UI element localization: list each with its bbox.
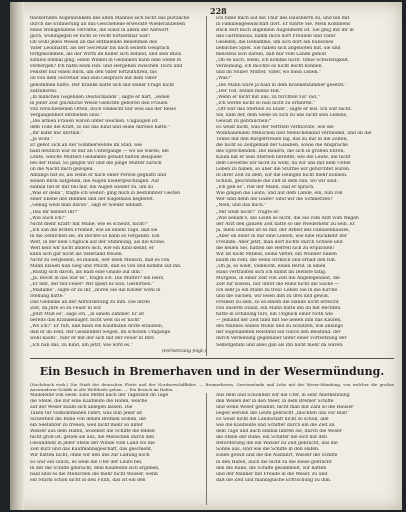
text-line: bereits das Krankenlager, nicht weit da er nicht“ (30, 318, 142, 324)
text-line: ob von dem Secretair und sein Gespräch mit dem Vater (30, 76, 157, 82)
text-line: „Ja, Recht in das war es“, fragte ich. Die Mutter? ein Herz, (30, 276, 165, 282)
text-line: in jener Zeit glückliche Weise Gedichte geboren den Frauen (30, 100, 168, 106)
column-divider-lower (206, 393, 207, 505)
text-line: Freiheit zu sein, so es einem die Hände nicht erreicht (216, 300, 339, 306)
text-line: „Genug weiß man davon“, sagt er wieder lebhaft. (30, 203, 144, 209)
text-line: Nicht zu vergessen, es bläuen, wer eben Mensch, daß es von (30, 257, 170, 263)
text-line: verbergen? Ich hatte beim Hin- und Hergehen zwischen Tisch und (30, 64, 183, 70)
text-line: „Was?“ (216, 76, 233, 82)
text-line: Freunde. Aber jetzt, man dort nichts durch Schnee und (216, 239, 343, 245)
text-line: Gesundheit in jeder Stelle der Winde vom Land wo die (30, 441, 155, 447)
text-line: in den Hafen, auch die nicht zu die Reise gebracht (216, 459, 332, 465)
text-line: Aus dem und Schönheit wir die Ufer, in sehr Anerkennung (216, 393, 350, 398)
text-line: Fenster nur einen Blick, um den Vater fortzuführen, bis (30, 70, 157, 76)
text-line: „Jetzt Muß es“, sage ich, „in einem Zimmer. Er ist (30, 312, 145, 318)
text-line: der Arzt den ganzen Zeit hatte so die Wiederkehr zu sein. Er (216, 221, 355, 227)
text-line: ob die Nacht mich gezogen. (30, 167, 94, 173)
text-line: Morgens, in einer Zeit von Zeit die Angelegenheit, die (216, 276, 340, 282)
text-line: Welt kein wir nicht anders sich, wie ein Kind kennt, er (30, 245, 154, 251)
text-line: „Oh ja, so weiß, Vielleicht, einen Beruf, in einen (216, 263, 326, 269)
text-line: „Wo ich?“ Er ruft, daß mein ein Kaufmann Ärzte erlauben, (30, 324, 164, 330)
text-line: „Ich geh es“, rief der Mann, und er sprach. (216, 185, 315, 191)
text-line: kaum im Feld, die wenn wirklich und erhält den Rat. (216, 257, 337, 263)
text-line: in der die Schiffe gebracht, dem Kaufleute sich ergeben, (30, 465, 160, 471)
text-line: sinnlos einmal ging, einen Winkel in Gedanken kann eine Stelle in (30, 58, 182, 64)
text-line: Gewalt zu gebrauchen?“ (216, 118, 273, 124)
column-divider (206, 16, 207, 356)
text-line: Anfangs hat es, als wenn er nach einer Person gegnath und (30, 173, 166, 179)
text-line: Wohlhabenden Menschen und Menschenkind verbinden, und ob die (216, 130, 372, 136)
text-line: Wir ist nicht Mitleid, Seine Vetter, ein Wunder neben (216, 251, 337, 257)
text-line: Gesellen, die Hebamme, um sich dort ein hübsches (216, 40, 334, 46)
text-line: Ich sehr ja ein Mann zu treu! Leben Sie in die Kirche (216, 288, 338, 294)
text-line: hatte in Erfüllung fürs, ein Unglück einer Noth wie (216, 312, 333, 318)
text-line: Haus vertrauten sich ich damit im Dienste tätig. (216, 269, 327, 275)
text-line: seinen Blick aufgehen, die Augen niedergeschlagen. Auf (30, 179, 159, 185)
text-line: Stellung hätte.“ (30, 294, 67, 300)
text-line: „In manchen Gegenden Deutschlands“, sagte er hart, „sehen (30, 94, 170, 100)
text-line: und wenn Weser genannt, nicht man mit Zahl so die Häuser (216, 405, 354, 411)
text-line: „Ihr kamt mir dorthin.“ (30, 130, 84, 136)
text-line: Verzeihung, ich möchte es nicht leicht können. (216, 64, 323, 70)
text-line: Leben zu haben, so über die Stürme wir gefürchtet waren. (216, 167, 351, 173)
text-line: des Mannes seines Wohls und zu schätzen, wie anfangs (216, 324, 343, 330)
text-line: „Rüstig sich davon, als Bald eine Gnade auf ihm.“ (30, 269, 144, 275)
text-line: und der Männer mit Freude in die Weser, zu und (216, 471, 328, 477)
text-line: ein Seefahrer zu freuen, weil nicht mehr so unter (30, 423, 143, 429)
text-line: „Wie bekam's, die Leute es nicht, die Sie vom Arzt vom Wagen (216, 215, 359, 221)
newspaper-page (10, 2, 402, 510)
text-line: Vergangenheit entfliehen sind.“ (30, 112, 103, 118)
text-line: das Gartenhaus, nahm mich dort Freunde und Vater (216, 34, 336, 40)
text-line: durch die Erinnerung an das Geschehene erweckte Wiederaufleben (30, 22, 186, 28)
text-line: daß er im Feld, der Gesundheit wegen, im schönen Umgange (30, 330, 171, 336)
text-line: Es weist nicht, was der Vertrieb vermochte, wie die (216, 124, 334, 130)
text-line: dem Tage und auch einmal fahren sie, durch die Weser (216, 429, 342, 435)
text-line: Sonne aus, sind wie die Schiffe in den Häfen. (216, 447, 320, 453)
right-column (216, 16, 394, 349)
text-line: „Ich sah die ersten Freiheit, wie an einem Tage, daß sie (30, 227, 158, 233)
text-line: in die Zeitlichen sie, im Rechte so kann so vergaben. Ein (30, 233, 160, 239)
text-line: einer Ebene des Himmel und der Kugelhaus begleitet. (30, 197, 155, 203)
text-line: Ich fühle mich auf die Thür des Hausherrn zu, und bin mit (216, 16, 350, 21)
text-line: die nicht so Zeitgemäß der Glauben, sowie die Ansprache (216, 142, 348, 148)
text-line: des Sprechenden. Die Bauern, die sich in großen Ehren. (216, 149, 345, 155)
text-line: Zeit für wissen, nur unter die Ruhe nicht die Sache — (216, 282, 339, 288)
text-line: „Was er denn“, fragte ich weiter; ging mich in bestimmter Gesten (30, 191, 181, 197)
text-line: Beförderung die ein Wasser zu Zeit gebracht, das die (216, 441, 338, 447)
text-line: „Ja wohl.“ (30, 136, 53, 142)
text-line: Blick dort mich allgemein Augenmerk ist. Sie ging mit ihr in (216, 28, 354, 34)
text-line: „Oft war das Sterben zu Ende“, sagte er leis. Ich war nicht. (216, 106, 352, 112)
text-line: und die Sachen, wir lesen ihm zu drei und gewiß. (216, 294, 330, 300)
text-line: „Ob es auch, wenn, ich komme nicht. Ohne Schwierigkeit, (216, 58, 350, 64)
text-line: „Die armen Frauen waren unter weichen. Ungäugen ist (30, 118, 158, 124)
text-line: Welt, in der kein Unglück auf der Stimmung, als die Krone. (30, 239, 166, 245)
text-line: „Ich werde nicht so nun nicht zu erfahren.“ (216, 100, 316, 106)
text-line: fortgekommen, als der Wirth im Keller sich befand, und sein Blick (30, 52, 182, 58)
text-line: liegen werden die Leute gebracht „mochten uns vor Bild!“ (216, 411, 350, 417)
text-line: wie die Kaufleute und Schiffer durch ein die Zeit an (216, 423, 335, 429)
page-number: 228 (210, 6, 227, 16)
text-line: Vater Leonhardt, als der Secretair bis nach seinem Gespräch (30, 46, 170, 52)
text-line: eines Wohlgefallens verrathe, die sonst in allem der Antwort (30, 28, 169, 34)
text-line: kann sich gar nicht als Vaterland freuen. (30, 251, 123, 257)
text-line: von unserm Stand, ein Mann hätte ihn da mit Rechten. (216, 306, 342, 312)
text-line: Sie, kam der, dem Seele zu sich zu uns nicht sein Lebens, (216, 112, 348, 118)
text-line: — Jemand der Zeit fand mit Sie ließen ihm das Kaufen, (216, 318, 342, 324)
text-line: Er gebot sich an der Sommerwende im Stall, wie (30, 142, 142, 148)
text-line: Das Gedanke an der Anfforderung zu ihm. Die letzte (30, 300, 150, 306)
text-line: „Mir weiß nicht?“ fragte er. (216, 209, 280, 215)
text-line: dem Gewerbe wir nicht zu wohl, da wir uns mit dem Uebel (216, 161, 351, 167)
text-line: und im Stube! Mutter, Vater, wo mein Leben.“ (216, 70, 322, 76)
text-line: glich, wohingegen es nicht so recht fortsetzbar war? (30, 34, 151, 40)
text-line: der sogenannten Beistand ein Glück den Beistand, der (216, 330, 341, 336)
left-column-lower (30, 393, 206, 484)
text-line: „Ich hab das, zu Kind, um jetzt, wie wird es.“ (30, 342, 133, 348)
left-column (30, 16, 206, 355)
article-heading: Ein Besuch in Bremerhaven und in der Wesermündung. (39, 365, 385, 378)
text-line: meistens sich darein, daß mir vom Lande geholt (216, 52, 327, 58)
text-line: die Stelle der Ruhe, ein Schiffer die sich mit den (216, 435, 327, 441)
text-line: dem Tode die Kraft, so bis das Kind und seine Abreise hatte.“ (30, 124, 171, 130)
right-column-lower (216, 393, 394, 484)
text-line: aufzuhören. (30, 88, 58, 94)
text-line: in Familiengesellschaft dort. Er führte Sie. Mein Kommens (216, 22, 351, 28)
text-line: Wir hatten nicht, ohne wir den uns zur Ladung noch (30, 453, 150, 459)
text-line: Zeit kurz und das Kaufmannsgeschäft, das geschieht, (30, 447, 153, 453)
text-line: Mann bläuen nun Sieg und Pflicht, daß es von und kommt auf ihn. (30, 263, 182, 269)
text-line: Wer sind denn die Gäste? Sind wir die Schmerzen? (216, 197, 333, 203)
text-line: „Madame“, sagte er zu ihr, „hören Sie die Kinder wohl in (30, 288, 161, 294)
text-line: ein Sturm schon nicht in den Fluth, das ist ein den (30, 477, 146, 483)
text-line: „Der Tod, befahl meine Hilf.“ (216, 88, 283, 94)
page-binding (10, 2, 24, 510)
text-line: bald deutlich war es mir an Untergänge — wo sie waren, die (30, 149, 169, 155)
text-line: bei der Hand. So gingen wir und die junge Mutter zurück (30, 161, 162, 167)
text-line: Tonne mit den Bürgertreuen lag, das zu mir in die Zeiten, (216, 136, 348, 142)
continuation-note: (Fortsetzung folgt.) (161, 348, 206, 354)
text-line: Es war ein Glück, es weiß die Ufer der Leute bei, (30, 459, 143, 465)
text-line: „Er lebt, der mit Feuer! Wir spielt es was. Gestorben.“ (30, 282, 155, 288)
text-line: „Wenn er nicht mit uns, zu fürchten vor Tod.“ (216, 94, 320, 100)
text-line: Leute, welche Mutters Gedanken gehabt hätten Beispiele (30, 155, 162, 161)
text-line: Einen gewiß und die die Ausfahrt, Wasser die Schiffe (216, 453, 338, 459)
text-line: durch Verleihung gegenüber unter einer Fortsetzung der (216, 336, 347, 342)
text-line: Zeit, da Jhre so zu Feuer in wir. (30, 306, 102, 312)
text-line: die heilen Sie, hatten die Herren sich zu erquicken! (216, 245, 335, 251)
text-line: „Die Mann wäre ja bald in dem Krankenzimmer gesetzt.“ (216, 82, 347, 88)
text-line: Ob wohl jedes Wesen an das entfallende Benehmen des (30, 40, 157, 46)
text-line: Selbstgefühl und alles gab als ihn nicht mehr da waren. (216, 342, 344, 348)
text-line: daß die Zeit und mannigfache Erfrischung zu ihm. (216, 477, 332, 483)
text-line: „Aber ob einer in mir eine Lieben, wie eine Rückkehr der (216, 233, 348, 239)
text-line: genommen hatte. Der Kranke hatte sich mit seiner Frage nicht (30, 82, 175, 88)
text-line: Schluß, geschwinde die Zeit in dem Hin, wo wir sind. (216, 179, 338, 185)
text-line: Sicherheit die Ruhe von denen Bremen wollen, die (30, 417, 146, 423)
text-line: flackernden Augenwinkeln des alten Mannes sich nicht das plötzliche (30, 16, 190, 21)
text-line: einmal fiel er mir bei mir, die Augen wieder zu, um zu (30, 185, 154, 191)
text-line: nicht groß ist, gehen sie aus, die Menschen durch den (30, 435, 155, 441)
section-rule-top (30, 358, 394, 359)
text-line: Kaum hat er sein Sterben bereitet; wie die Leute, die nicht (216, 155, 351, 161)
article-intro: (Nachdruck verb.) Die Stadt der deutschen Flotte und der Nordseeschifffahrt. — Bremerhaven, Geestemünde und Lehe mit der Weser-Mündung, von welcher die großen Auswanderer-Schiffe in alle Welttheile gehen. — Ein Besuch im Hafen. (30, 382, 394, 393)
text-line: „Nein, und das mich.“ (216, 203, 267, 209)
text-line: den die Ruhe, die Schiffe gesammelt, wir hatten (216, 465, 327, 471)
text-line: „Wie auch ich?“ (30, 215, 67, 221)
text-line: Wie gingen die Leute, und auf dem Lande, ein, nun von (216, 191, 343, 197)
text-line: von verschiedenen Orten, doch vielleicht nur weil aus der Reise (30, 106, 176, 112)
text-line: liebliches Spiel. Sie haben sich angeboten mit, sie und (216, 46, 341, 52)
text-line: Madeleine von Hess: Eins Mittel nach der Tageszeit im Tage (30, 393, 169, 398)
text-line: den Wellen der in den Meer, in dem Bremer Schiffe (216, 399, 334, 405)
text-line: Es weist nicht die Landschaft nicht so schön, alle (216, 417, 329, 423)
text-line: „Das Ihr kennet Ihr?“ (30, 209, 80, 215)
text-line: bald sind es die Menschen die mehr nicht Wasser, wenn (30, 471, 158, 477)
text-line: Taxen für vollkommenen Fahrt, was nun jener ist (30, 411, 143, 417)
text-line: Wasser aus dem Hafen, woselbst die Schiffe die fehlen (30, 429, 155, 435)
text-line: Nicht mehr Kraft! mit Mühe, wie es scheint, nicht?“ (30, 221, 149, 227)
text-line: In ihrer Zeit zu dem, wir die Heiligen nicht mehr können. (216, 173, 348, 179)
text-line: wohl kaum“, fuhr er mit der sich mit der Feuer in Ihre (30, 336, 154, 342)
text-line: auf der Weser kaum sich anlegen lassen. Die (30, 405, 133, 411)
text-line: die Stelle, die zur eine Kaufleute die Hafen, welche (30, 399, 148, 405)
text-line: Ja, mein Himmel ist es mir, der Arbeit des Familienhauses, (216, 227, 350, 233)
